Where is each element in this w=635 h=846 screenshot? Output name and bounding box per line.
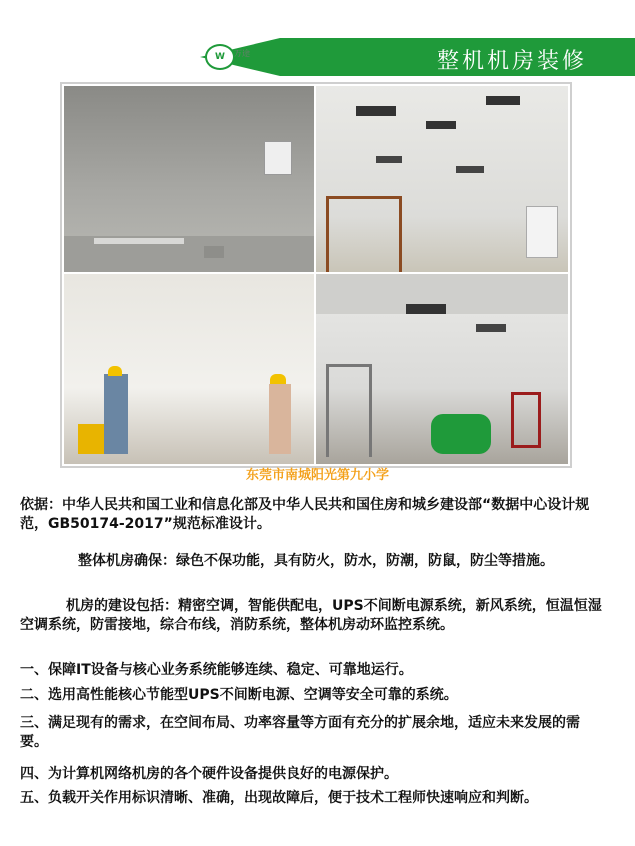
- guarantee-paragraph: 整体机房确保：绿色不保功能，具有防火，防水，防潮，防鼠，防尘等措施。: [78, 553, 554, 569]
- list-item: 五、负载开关作用标识清晰、准确，出现故障后，便于技术工程师快速响应和判断。: [20, 790, 538, 806]
- logo-text: 万途: [234, 49, 250, 58]
- photo-finished-room: [316, 274, 568, 464]
- photo-ceiling-installation: [316, 86, 568, 272]
- photo-bare-concrete-room: [64, 86, 314, 272]
- basis-paragraph: 依据：中华人民共和国工业和信息化部及中华人民共和国住房和城乡建设部“数据中心设计规范，GB50174-2017”规范标准设计。: [20, 497, 590, 532]
- company-logo-icon: W: [205, 44, 235, 70]
- list-item: 一、保障IT设备与核心业务系统能够连续、稳定、可靠地运行。: [20, 662, 413, 678]
- photo-caption: 东莞市南城阳光第九小学: [245, 468, 389, 483]
- construction-paragraph: 机房的建设包括：精密空调，智能供配电，UPS不间断电源系统，新风系统，恒温恒湿空调系统，防雷接地，综合布线，消防系统，整体机房动环监控系统。: [20, 598, 602, 633]
- page-title: 整机机房装修: [436, 49, 587, 74]
- list-item: 四、为计算机网络机房的各个硬件设备提供良好的电源保护。: [20, 766, 398, 782]
- photo-collage: [60, 82, 572, 468]
- list-item: 二、选用高性能核心节能型UPS不间断电源、空调等安全可靠的系统。: [20, 687, 458, 703]
- photo-workers-painting: [64, 274, 314, 464]
- list-item: 三、满足现有的需求，在空间布局、功率容量等方面有充分的扩展余地，适应未来发展的需要。: [20, 715, 580, 750]
